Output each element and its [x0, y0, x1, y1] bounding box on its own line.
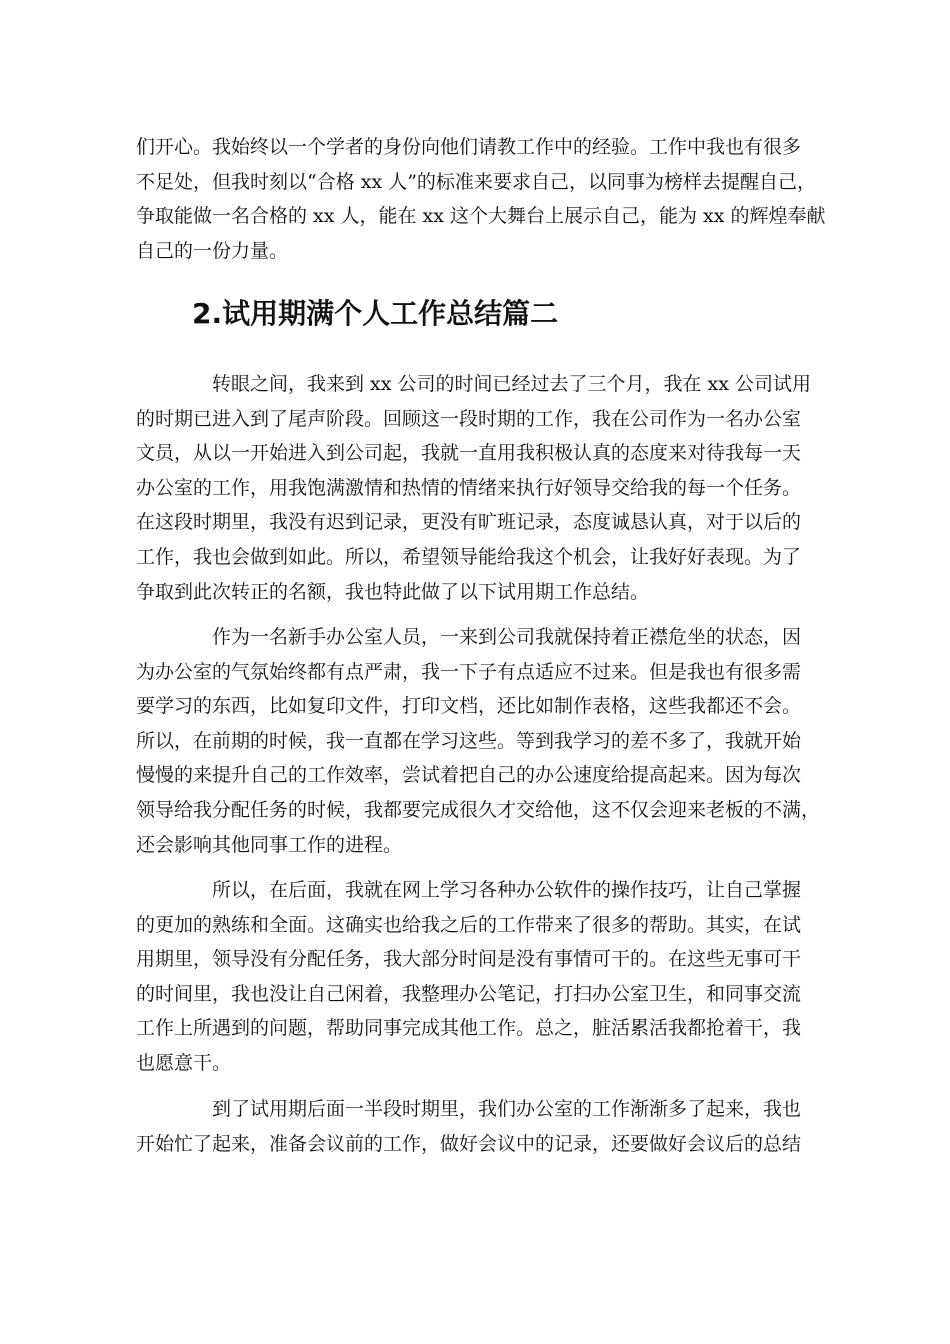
text-line: 还会影响其他同事工作的进程。: [136, 833, 403, 856]
text-line: 不足处，但我时刻以“合格 xx 人”的标准来要求自己，以同事为榜样去提醒自己，: [136, 170, 816, 193]
text-line: 在这段时期里，我没有迟到记录，更没有旷班记录，态度诚恳认真，对于以后的: [136, 511, 802, 534]
text-line: 转眼之间，我来到 xx 公司的时间已经过去了三个月，我在 xx 公司试用: [212, 373, 812, 395]
text-line: 的更加的熟练和全面。这确实也给我之后的工作带来了很多的帮助。其实，在试: [136, 913, 802, 936]
text-line: 自己的一份力量。: [136, 239, 289, 262]
intro-paragraph: [136, 130, 826, 268]
paragraph-3: [136, 873, 816, 1081]
text-line: 也愿意干。: [136, 1051, 232, 1074]
text-line: 到了试用期后面一半段时期里，我们办公室的工作渐渐多了起来，我也: [212, 1098, 802, 1120]
text-line: 为办公室的气氛始终都有点严肃，我一下子有点适应不过来。但是我也有很多需: [136, 660, 802, 683]
text-line: 慢慢的来提升自己的工作效率，尝试着把自己的办公速度给提高起来。因为每次: [136, 764, 802, 787]
text-line: 办公室的工作，用我饱满激情和热情的情绪来执行好领导交给我的每一个任务。: [136, 476, 802, 499]
text-line: 用期里，领导没有分配任务，我大部分时间是没有事情可干的。在这些无事可干: [136, 948, 802, 971]
text-line: 所以，在前期的时候，我一直都在学习这些。等到我学习的差不多了，我就开始: [136, 729, 802, 752]
text-line: 所以，在后面，我就在网上学习各种办公软件的操作技巧，让自己掌握: [212, 879, 802, 901]
paragraph-1: [136, 367, 816, 609]
text-line: 文员，从以一开始进入到公司起，我就一直用我积极认真的态度来对待我每一天: [136, 442, 802, 465]
text-line: 开始忙了起来，准备会议前的工作，做好会议中的记录，还要做好会议后的总结: [136, 1132, 802, 1155]
text-line: 争取能做一名合格的 xx 人，能在 xx 这个大舞台上展示自己，能为 xx 的辉煌奉献: [136, 205, 826, 228]
text-line: 领导给我分配任务的时候，我都要完成很久才交给他，这不仅会迎来老板的不满，: [136, 798, 821, 821]
text-line: 的时期已进入到了尾声阶段。回顾这一段时期的工作，我在公司作为一名办公室: [136, 407, 802, 430]
text-line: 争取到此次转正的名额，我也特此做了以下试用期工作总结。: [136, 580, 650, 603]
paragraph-4: [136, 1092, 816, 1161]
text-line: 工作上所遇到的问题，帮助同事完成其他工作。总之，脏活累活我都抢着干，我: [136, 1017, 802, 1040]
text-line: 们开心。我始终以一个学者的身份向他们请教工作中的经验。工作中我也有很多: [136, 136, 802, 158]
text-line: 要学习的东西，比如复印文件，打印文档，还比如制作表格，这些我都还不会。: [136, 695, 802, 718]
paragraph-2: [136, 620, 821, 862]
section-heading: 2.试用期满个人工作总结篇二: [192, 297, 559, 330]
text-line: 作为一名新手办公室人员，一来到公司我就保持着正襟危坐的状态，因: [212, 626, 802, 648]
text-line: 的时间里，我也没让自己闲着，我整理办公笔记，打扫办公室卫生，和同事交流: [136, 982, 802, 1005]
text-line: 工作，我也会做到如此。所以，希望领导能给我这个机会，让我好好表现。为了: [136, 545, 802, 568]
